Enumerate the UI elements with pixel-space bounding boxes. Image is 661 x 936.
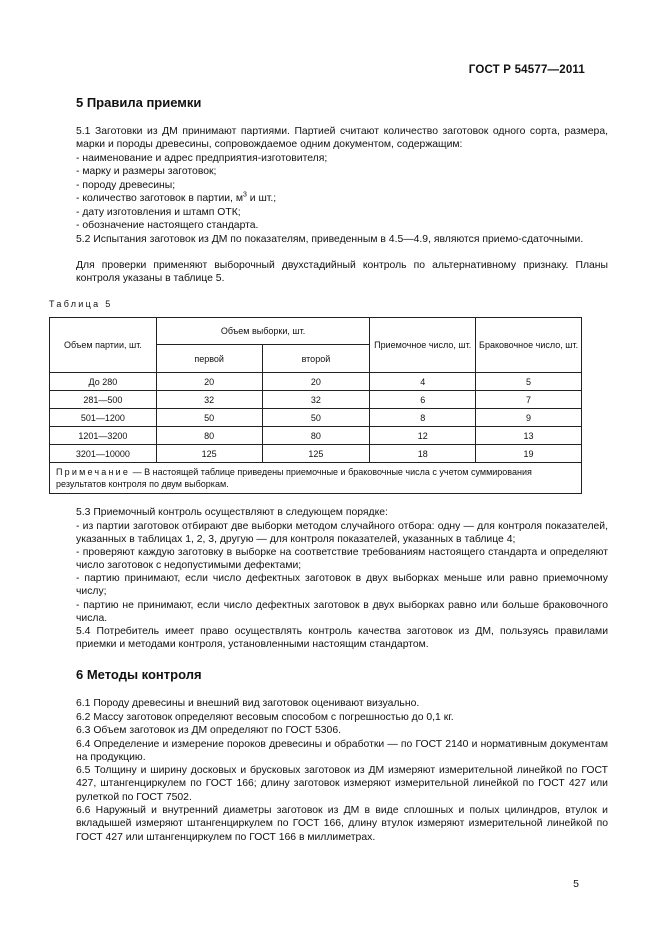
table-cell: 1201—3200: [50, 427, 157, 445]
section-6-title: 6 Методы контроля: [76, 667, 202, 682]
note-label: Примечание: [56, 467, 131, 477]
col-header-second-sample: второй: [262, 345, 370, 373]
col-header-rejection-number: Браковочное число, шт.: [476, 318, 582, 373]
table-cell: 80: [156, 427, 262, 445]
table-caption: Таблица 5: [49, 299, 113, 309]
list-item: - обозначение настоящего стандарта.: [76, 220, 259, 232]
table-cell: 12: [370, 427, 476, 445]
paragraph-5-4: 5.4 Потребитель имеет право осуществлять контроль качества заготовок из ДМ, пользуясь правилами приемки и методами контроля, установленными настоящим стандартом.: [76, 626, 608, 651]
table-cell: 501—1200: [50, 409, 157, 427]
table-cell: 6: [370, 391, 476, 409]
paragraph-5-2: 5.2 Испытания заготовок из ДМ по показателям, приведенным в 4.5—4.9, являются приемо-сдаточными.: [76, 234, 584, 245]
table-cell: 7: [476, 391, 582, 409]
paragraph-6-5: 6.5 Толщину и ширину досковых и брусковых заготовок из ДМ измеряют измерительной линейкой по ГОСТ 427, штангенциркулем по ГОСТ 166; длину заготовок измеряют измерительной линейкой по ГОСТ 427 или рулеткой по ГОСТ 7502.: [76, 765, 608, 803]
table-row: [50, 391, 582, 409]
paragraph-6-6: 6.6 Наружный и внутренний диаметры заготовок из ДМ в виде сплошных и полых цилиндров, втулок и вкладышей измеряют штангенциркулем по ГОСТ 166, длину втулок измеряют измерительной линейкой по ГОСТ 427 или штангенциркулем по ГОСТ 166 в миллиметрах.: [76, 805, 608, 843]
table-cell: 125: [262, 445, 370, 463]
list-item-tail: и шт.;: [246, 193, 277, 205]
paragraph-5-3-item: - партию принимают, если число дефектных заготовок в двух выборках меньше или равно приемочному числу;: [76, 573, 608, 598]
table-cell: 125: [156, 445, 262, 463]
table-cell: 20: [156, 373, 262, 391]
table-row: [50, 445, 582, 463]
table-note-row: [50, 463, 582, 494]
paragraph-6-2: 6.2 Массу заготовок определяют весовым способом с погрешностью до 0,1 кг.: [76, 712, 454, 723]
col-header-lot-size: Объем партии, шт.: [50, 318, 157, 373]
table-cell: 5: [476, 373, 582, 391]
paragraph-5-3-item: - партию не принимают, если число дефектных заготовок в двух выборках равно или больше браковочного числа.: [76, 600, 608, 625]
table-cell: 3201—10000: [50, 445, 157, 463]
table-cell: До 280: [50, 373, 157, 391]
table-cell: 32: [156, 391, 262, 409]
col-header-sample-size: Объем выборки, шт.: [156, 318, 370, 345]
sampling-plan-table: [49, 317, 582, 494]
paragraph-5-3-item: - проверяют каждую заготовку в выборке на соответствие требованиям настоящего стандарта и определяют число заготовок с недопустимыми дефектами;: [76, 547, 608, 572]
paragraph-5-3: 5.3 Приемочный контроль осуществляют в следующем порядке:: [76, 507, 388, 518]
list-item: - наименование и адрес предприятия-изготовителя;: [76, 153, 328, 164]
list-item-text: - количество заготовок в партии, м: [76, 193, 243, 205]
table-row: [50, 373, 582, 391]
table-cell: 50: [156, 409, 262, 427]
superscript: 3: [242, 191, 247, 199]
col-header-first-sample: первой: [156, 345, 262, 373]
table-cell: 13: [476, 427, 582, 445]
table-cell: 8: [370, 409, 476, 427]
table-cell: 20: [262, 373, 370, 391]
table-row: [50, 427, 582, 445]
table-cell: 4: [370, 373, 476, 391]
table-cell: 50: [262, 409, 370, 427]
page-number: 5: [573, 878, 579, 890]
table-cell: 19: [476, 445, 582, 463]
table-cell: 80: [262, 427, 370, 445]
list-item: - марку и размеры заготовок;: [76, 166, 217, 178]
paragraph-6-1: 6.1 Породу древесины и внешний вид заготовок оценивают визуально.: [76, 698, 420, 709]
paragraph-5-3-item: - из партии заготовок отбирают две выборки методом случайного отбора: одну — для контроля показателей, указанных в таблицах 1, 2, 3, другую — для контроля показателей, указанных в таблице 4;: [76, 521, 608, 546]
section-5-title: 5 Правила приемки: [76, 95, 202, 110]
table-cell: 18: [370, 445, 476, 463]
list-item: - породу древесины;: [76, 179, 176, 191]
table-row: [50, 409, 582, 427]
lot-document-list: [49, 152, 581, 232]
standard-id: ГОСТ Р 54577—2011: [468, 64, 585, 76]
list-item: [49, 192, 581, 205]
paragraph-5-1: 5.1 Заготовки из ДМ принимают партиями. Партией считают количество заготовок одного сорта, размера, марки и породы древесины, сопровождаемое одним документом, содержащим:: [76, 126, 608, 151]
table-cell: 9: [476, 409, 582, 427]
note-text: — В настоящей таблице приведены приемочные и браковочные числа с учетом суммирования результатов контроля по двум выборкам.: [56, 467, 532, 489]
col-header-acceptance-number: Приемочное число, шт.: [370, 318, 476, 373]
paragraph-5-2b: Для проверки применяют выборочный двухстадийный контроль по альтернативному признаку. Планы контроля указаны в таблице 5.: [76, 260, 608, 285]
table-cell: 281—500: [50, 391, 157, 409]
list-item: - дату изготовления и штамп ОТК;: [76, 206, 241, 218]
paragraph-6-4: 6.4 Определение и измерение пороков древесины и обработки — по ГОСТ 2140 и нормативным документам на продукцию.: [76, 739, 608, 764]
table-note: [50, 463, 582, 494]
paragraph-6-3: 6.3 Объем заготовок из ДМ определяют по ГОСТ 5306.: [76, 725, 341, 736]
table-cell: 32: [262, 391, 370, 409]
